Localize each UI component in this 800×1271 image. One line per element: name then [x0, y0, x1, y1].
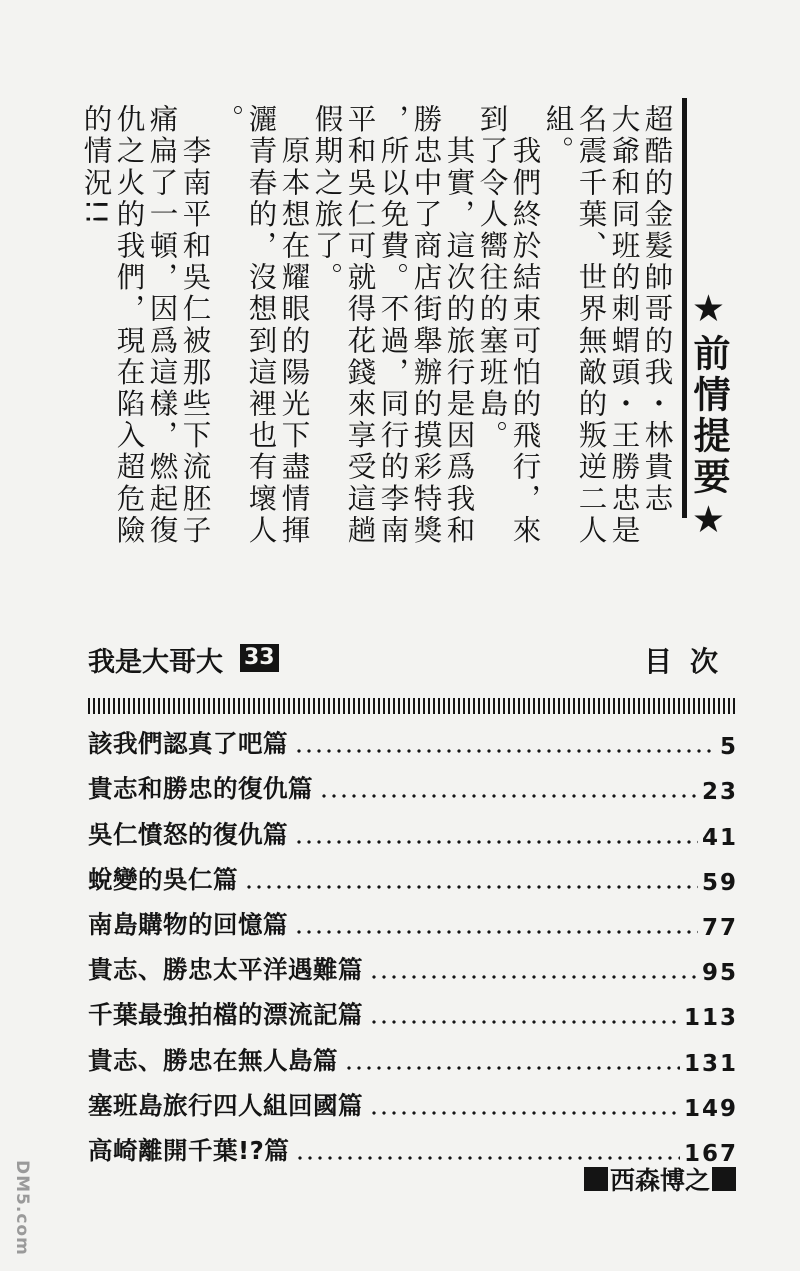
synopsis-column: 大爺和同班的刺蝟頭・王勝忠是 — [607, 104, 641, 547]
synopsis-column: 平和吳仁可就得花錢來享受這趟 — [343, 104, 377, 547]
synopsis-column: 李南平和吳仁被那些下流胚子 — [178, 104, 212, 547]
toc-header — [88, 640, 738, 680]
synopsis-heading: ★前情提要★ — [687, 287, 730, 545]
author-name: 西森博之 — [609, 1166, 710, 1195]
toc-entry[interactable] — [88, 812, 738, 857]
synopsis-column: 的情況!! — [79, 104, 113, 228]
black-square-icon — [584, 1167, 608, 1191]
toc-entry[interactable] — [88, 767, 738, 812]
book-title: 我是大哥大 — [88, 647, 223, 678]
toc-entry-page: 113 — [683, 1005, 738, 1032]
dot-leader — [294, 749, 716, 753]
author-credit — [582, 1163, 738, 1195]
synopsis-column: ，所以免費。不過，同行的李南 — [376, 104, 410, 547]
toc-entry-title: 蛻變的吳仁篇 — [88, 864, 238, 894]
toc-entry-title: 南島購物的回憶篇 — [88, 909, 288, 939]
toc-entry[interactable] — [88, 1038, 738, 1083]
toc-entry[interactable] — [88, 722, 738, 767]
synopsis-column: 。 — [211, 104, 245, 136]
toc-entry[interactable] — [88, 993, 738, 1038]
black-square-icon — [712, 1167, 736, 1191]
site-watermark: DM5.com — [12, 1160, 32, 1256]
dot-leader — [244, 885, 698, 889]
dot-leader — [344, 1066, 680, 1070]
synopsis-column: 組。 — [541, 104, 575, 168]
synopsis-column: 原本想在耀眼的陽光下盡情揮 — [277, 104, 311, 547]
toc-entry-page: 41 — [701, 824, 738, 851]
toc-entry-page: 131 — [683, 1050, 738, 1077]
toc-entry-title: 高崎離開千葉!?篇 — [88, 1135, 290, 1165]
dot-leader — [319, 794, 698, 798]
synopsis-column: 仇之火的我們，現在陷入超危險 — [112, 104, 146, 547]
toc-entry[interactable] — [88, 903, 738, 948]
dot-leader — [294, 840, 698, 844]
toc-entry-page: 167 — [683, 1140, 738, 1167]
dot-leader — [369, 1020, 680, 1024]
toc-entry-page: 95 — [701, 960, 738, 987]
toc-entry-title: 塞班島旅行四人組回國篇 — [88, 1090, 363, 1120]
toc-entry-title: 貴志、勝忠太平洋遇難篇 — [88, 955, 363, 985]
synopsis-column: 灑青春的，沒想到這裡也有壞人 — [244, 104, 278, 547]
dot-leader — [295, 1156, 680, 1160]
toc-entry[interactable] — [88, 948, 738, 993]
hatched-divider — [88, 698, 738, 714]
dot-leader — [369, 1111, 680, 1115]
toc-entry-page: 23 — [701, 779, 738, 806]
toc-entry[interactable] — [88, 858, 738, 903]
toc-entry-title: 貴志、勝忠在無人島篇 — [88, 1045, 338, 1075]
synopsis-column: 其實，這次的旅行是因爲我和 — [442, 104, 476, 547]
synopsis-column: 超酷的金髮帥哥的我・林貴志 — [640, 104, 674, 515]
toc-entry-page: 59 — [701, 869, 738, 896]
toc-entry-page: 149 — [683, 1095, 738, 1122]
synopsis-section — [60, 92, 730, 592]
toc-entry-title: 吳仁憤怒的復仇篇 — [88, 819, 288, 849]
dot-leader — [294, 930, 698, 934]
synopsis-column: 我們終於結束可怕的飛行，來 — [508, 104, 542, 547]
volume-badge: 33 — [240, 644, 279, 672]
synopsis-column: 痛扁了一頓，因爲這樣，燃起復 — [145, 104, 179, 547]
synopsis-column: 名震千葉、世界無敵的叛逆二人 — [574, 104, 608, 547]
synopsis-column: 假期之旅了。 — [310, 104, 344, 294]
dot-leader — [369, 975, 698, 979]
toc-entry-page: 77 — [701, 914, 738, 941]
toc-entry-title: 貴志和勝忠的復仇篇 — [88, 774, 313, 804]
toc-list — [88, 722, 738, 1174]
toc-entry-title: 該我們認真了吧篇 — [88, 729, 288, 759]
toc-entry[interactable] — [88, 1084, 738, 1129]
synopsis-column: 到了令人嚮往的塞班島。 — [475, 104, 509, 452]
synopsis-column: 勝忠中了商店街舉辦的摸彩特獎 — [409, 104, 443, 547]
toc-entry-title: 千葉最強拍檔的漂流記篇 — [88, 1000, 363, 1030]
toc-entry-page: 5 — [719, 734, 738, 761]
toc-label: 目次 — [643, 645, 736, 678]
